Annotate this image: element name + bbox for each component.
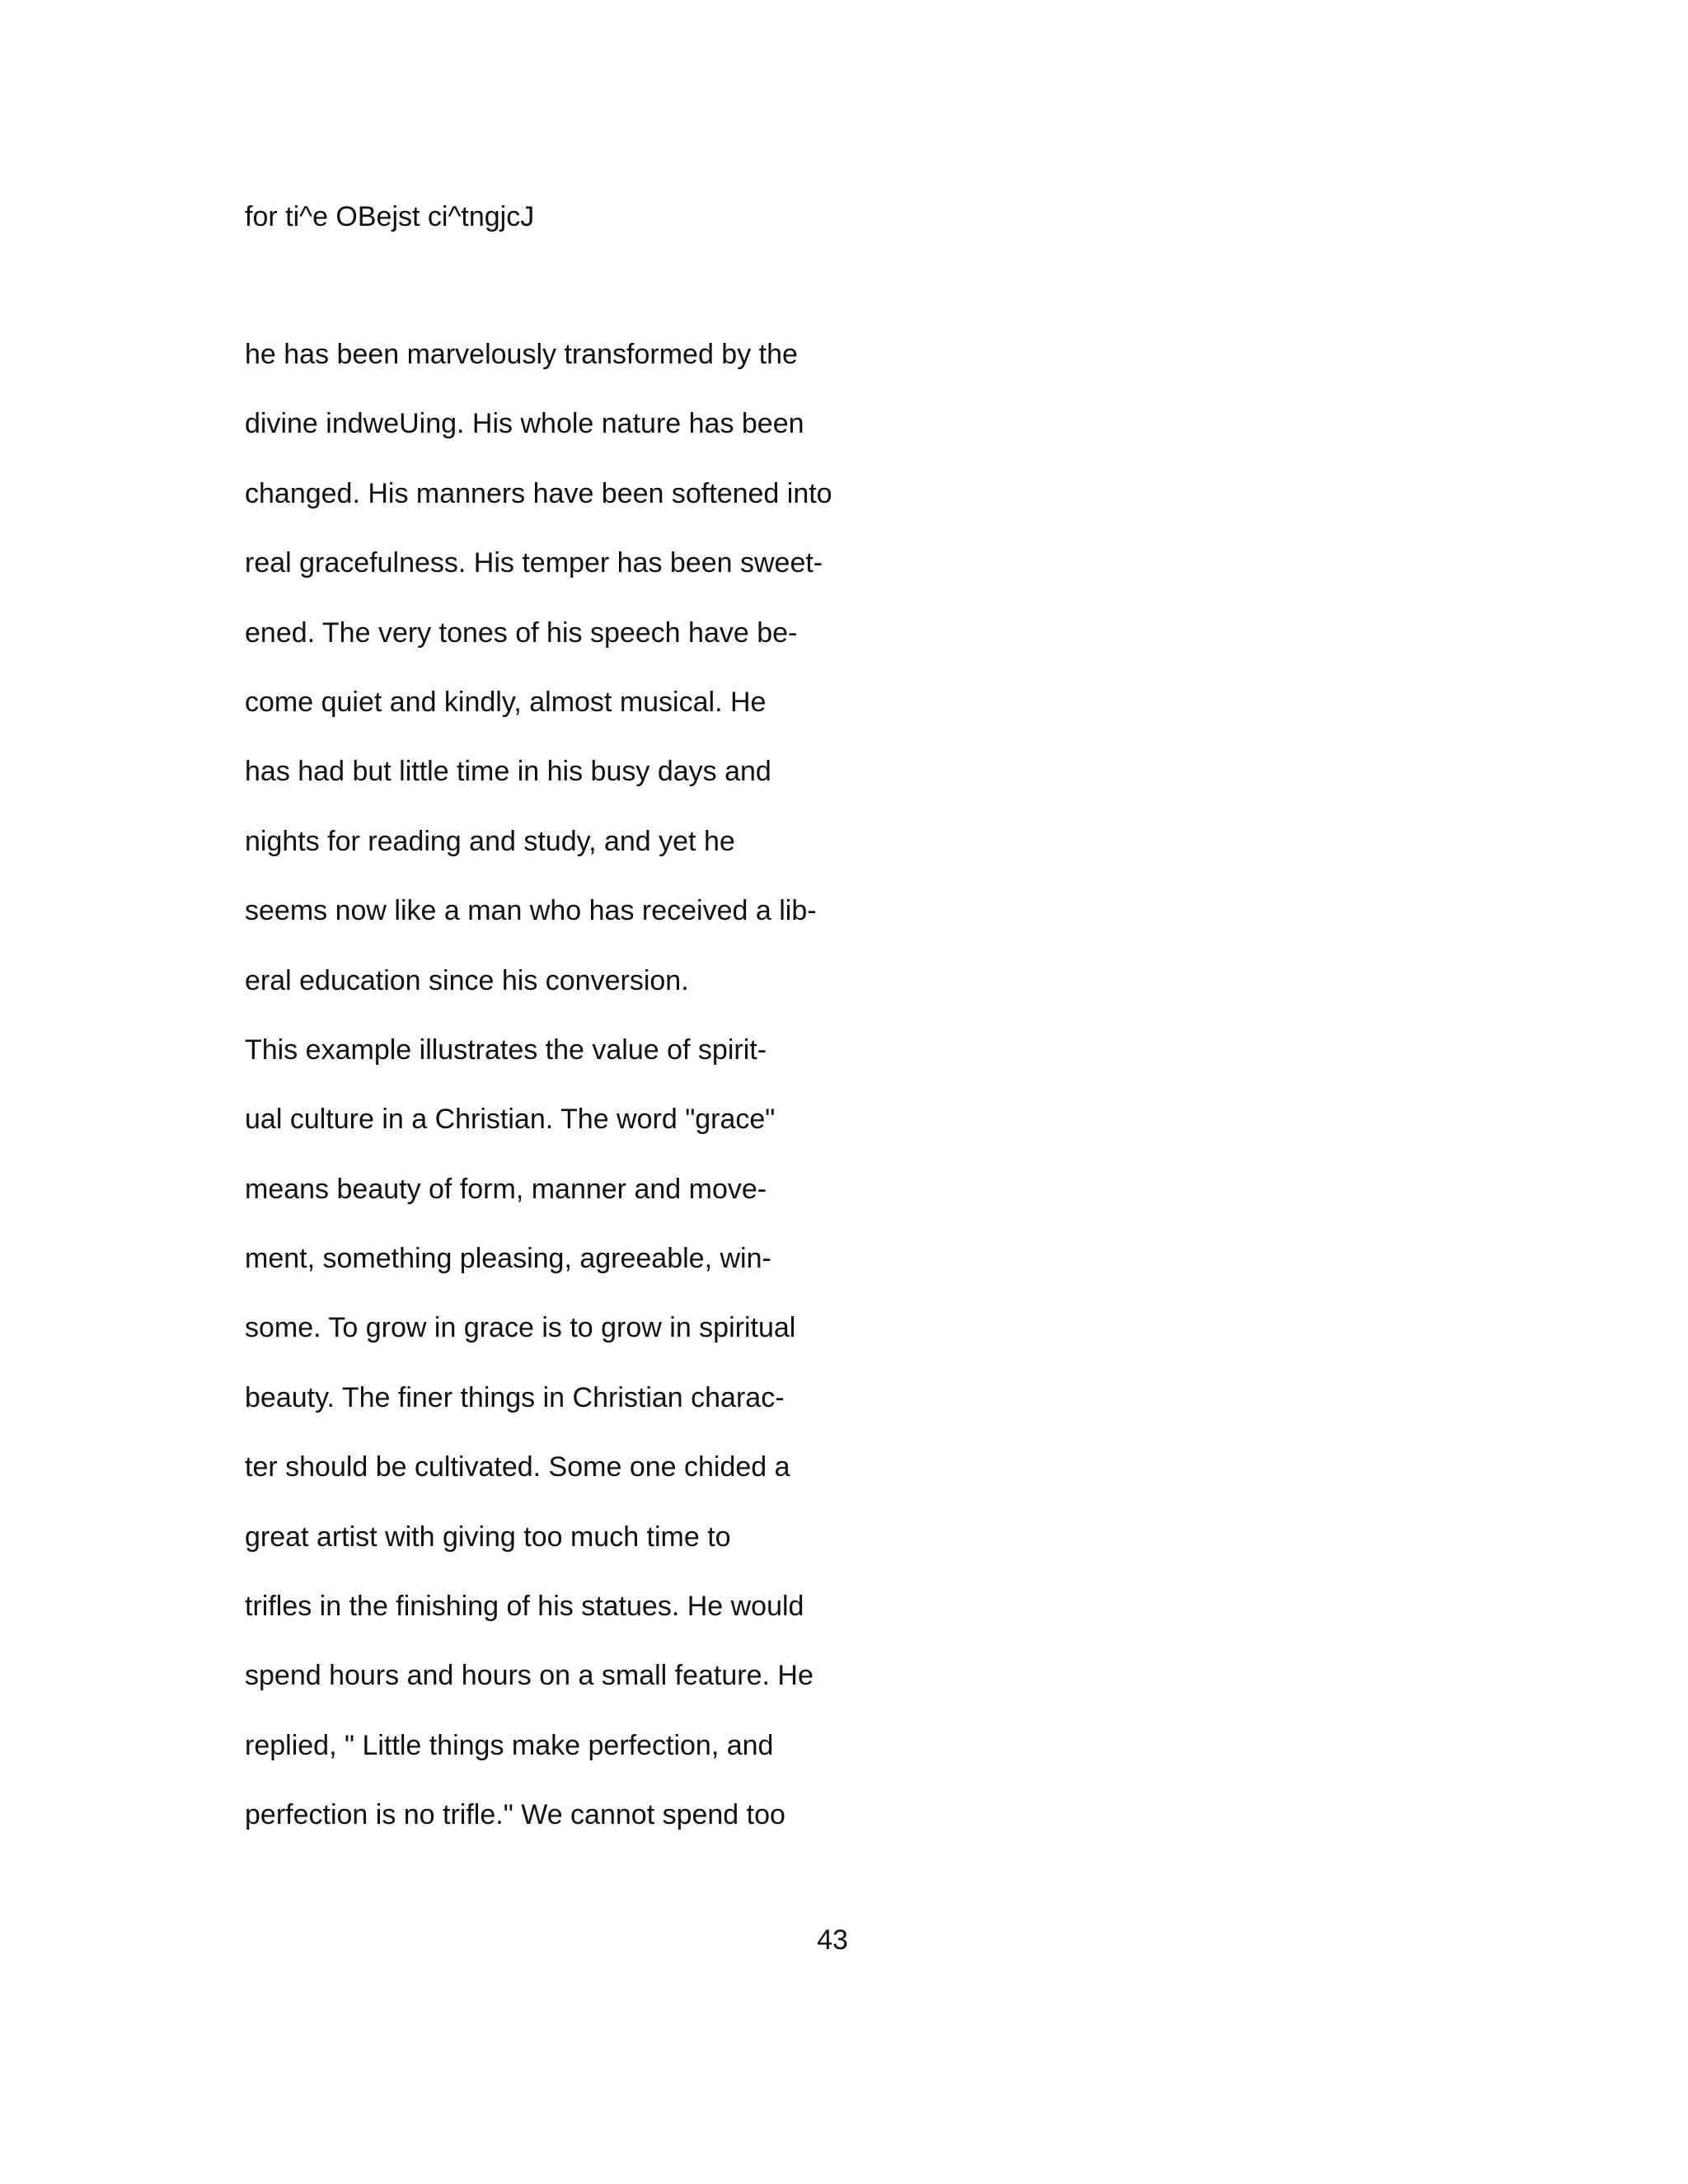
text-line: perfection is no trifle." We cannot spend too [245, 1799, 785, 1831]
running-header: for ti^e OBejst ci^tngjcJ [245, 201, 535, 232]
text-line: some. To grow in grace is to grow in spiritual [245, 1312, 796, 1344]
page-number: 43 [817, 1924, 848, 1956]
text-line: trifles in the finishing of his statues. He would [245, 1591, 804, 1623]
text-line: spend hours and hours on a small feature. He [245, 1660, 814, 1692]
text-line: means beauty of form, manner and move- [245, 1173, 767, 1205]
text-line: real gracefulness. His temper has been sweet- [245, 547, 823, 579]
text-line: nights for reading and study, and yet he [245, 825, 735, 857]
text-line: has had but little time in his busy days and [245, 756, 771, 788]
text-line: great artist with giving too much time to [245, 1521, 731, 1553]
text-line: beauty. The finer things in Christian charac- [245, 1381, 785, 1413]
text-line: ter should be cultivated. Some one chided a [245, 1451, 790, 1483]
text-line: replied, " Little things make perfection, and [245, 1729, 774, 1761]
text-line: seems now like a man who has received a lib- [245, 895, 817, 927]
text-line: come quiet and kindly, almost musical. He [245, 686, 767, 718]
text-line: eral education since his conversion. [245, 964, 689, 996]
text-line: divine indweUing. His whole nature has been [245, 408, 804, 440]
text-line: ual culture in a Christian. The word "grace" [245, 1104, 776, 1136]
text-line: ened. The very tones of his speech have be- [245, 616, 798, 649]
text-line: ment, something pleasing, agreeable, win- [245, 1243, 771, 1275]
text-line: changed. His manners have been softened into [245, 477, 832, 509]
text-line: he has been marvelously transformed by the [245, 339, 798, 370]
body-text [245, 331, 832, 1862]
text-line: This example illustrates the value of spirit- [245, 1033, 767, 1066]
